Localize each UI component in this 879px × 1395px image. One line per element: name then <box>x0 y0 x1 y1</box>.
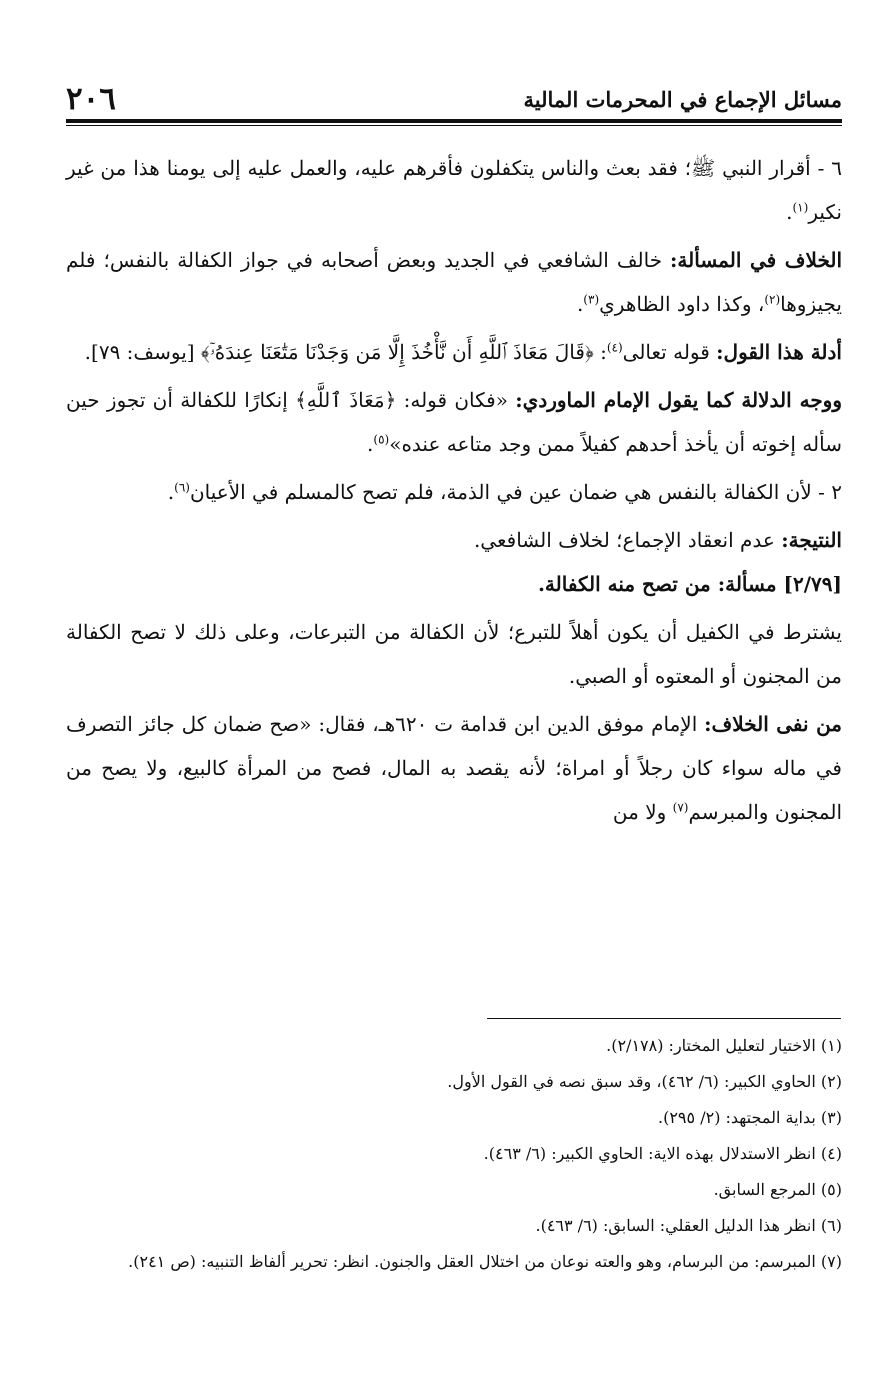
footnote-ref: (٥) <box>373 432 390 447</box>
footnote-separator <box>487 1018 841 1019</box>
footnote: (٤) انظر الاستدلال بهذه الاية: الحاوي الكبير: (٦/ ٤٦٣). <box>483 1144 842 1163</box>
main-text <box>66 146 842 838</box>
paragraph: ٢ - لأن الكفالة بالنفس هي ضمان عين في الذمة، فلم تصح كالمسلم في الأعيان$^{(٦)}$. <box>167 480 842 504</box>
footnote-ref: (٧) <box>672 800 689 815</box>
paragraph: ٦ - أقرار النبي ﷺ؛ فقد بعث والناس يتكفلون فأقرهم عليه، والعمل عليه إلى يومنا هذا من غير نكير$^{(١)}$. <box>66 156 842 224</box>
footnote: (٢) الحاوي الكبير: (٦/ ٤٦٢)، وقد سبق نصه في القول الأول. <box>447 1072 842 1091</box>
paragraph: ووجه الدلالة كما يقول الإمام الماوردي: «فكان قوله: ﴿مَعَاذَ ٱللَّهِ﴾ إنكارًا للكفالة أن تجوز حين سأله إخوته أن يأخذ أحدهم كفيلاً ممن وجد متاعه عنده»$^{(٥)}$. <box>66 388 842 456</box>
footnote-ref: (٣) <box>583 292 600 307</box>
section-lead: أدلة هذا القول: <box>716 340 842 364</box>
footnote: (٦) انظر هذا الدليل العقلي: السابق: (٦/ ٤٦٣). <box>535 1216 842 1235</box>
paragraph: الخلاف في المسألة: خالف الشافعي في الجديد وبعض أصحابه في جواز الكفالة بالنفس؛ فلم يجيزوها$^{(٢)}$، وكذا داود الظاهري$^{(٣)}$. <box>66 248 842 316</box>
section-lead: من نفى الخلاف: <box>704 712 843 736</box>
footnote-ref: (١) <box>792 200 809 215</box>
footnotes <box>66 1028 842 1280</box>
footnote-ref: (٤) <box>606 340 623 355</box>
page-header <box>66 62 842 118</box>
page-number: ٢٠٦ <box>66 81 116 117</box>
paragraph: أدلة هذا القول: قوله تعالى$^{(٤)}$: ﴿قَالَ مَعَاذَ ٱللَّهِ أَن نَّأْخُذَ إِلَّا مَن وَجَدْنَا مَتَٰعَنَا عِندَهُۥٓ﴾ [يوسف: ٧٩]. <box>84 340 842 364</box>
paragraph: النتيجة: عدم انعقاد الإجماع؛ لخلاف الشافعي. <box>473 528 842 552</box>
footnote: (٧) المبرسم: من البرسام، وهو والعته نوعان من اختلال العقل والجنون. انظر: تحرير ألفاظ التنبيه: (ص ٢٤١). <box>128 1252 842 1271</box>
header-rule <box>66 119 842 126</box>
footnote: (٣) بداية المجتهد: (٢/ ٢٩٥). <box>658 1108 842 1127</box>
section-lead: الخلاف في المسألة: <box>670 248 842 272</box>
footnote: (٥) المرجع السابق. <box>713 1180 842 1199</box>
footnote-ref: (٦) <box>174 480 190 495</box>
issue-heading: [٢/٧٩] مسألة: من تصح منه الكفالة. <box>537 572 842 596</box>
footnote: (١) الاختيار لتعليل المختار: (٢/١٧٨). <box>606 1036 842 1055</box>
quran-verse: : ﴿قَالَ مَعَاذَ ٱللَّهِ أَن نَّأْخُذَ إِلَّا مَن وَجَدْنَا مَتَٰعَنَا عِندَهُۥٓ﴾ [يوسف: ٧٩]. <box>84 340 607 364</box>
section-lead: ووجه الدلالة كما يقول الإمام الماوردي: <box>515 388 842 412</box>
section-lead: النتيجة: <box>781 528 842 552</box>
paragraph: يشترط في الكفيل أن يكون أهلاً للتبرع؛ لأن الكفالة من التبرعات، وعلى ذلك لا تصح الكفالة من المجنون أو المعتوه أو الصبي. <box>66 620 842 688</box>
running-title: مسائل الإجماع في المحرمات المالية <box>523 87 842 112</box>
paragraph: من نفى الخلاف: الإمام موفق الدين ابن قدامة ت ٦٢٠هـ، فقال: «صح ضمان كل جائز التصرف في ماله سواء كان رجلاً أو امراة؛ لأنه يقصد به المال، فصح من المرأة كالبيع، ولا يصح من المجنون والمبرسم$^{(٧)}$ ولا من <box>66 712 843 824</box>
footnote-ref: (٢) <box>764 292 781 307</box>
